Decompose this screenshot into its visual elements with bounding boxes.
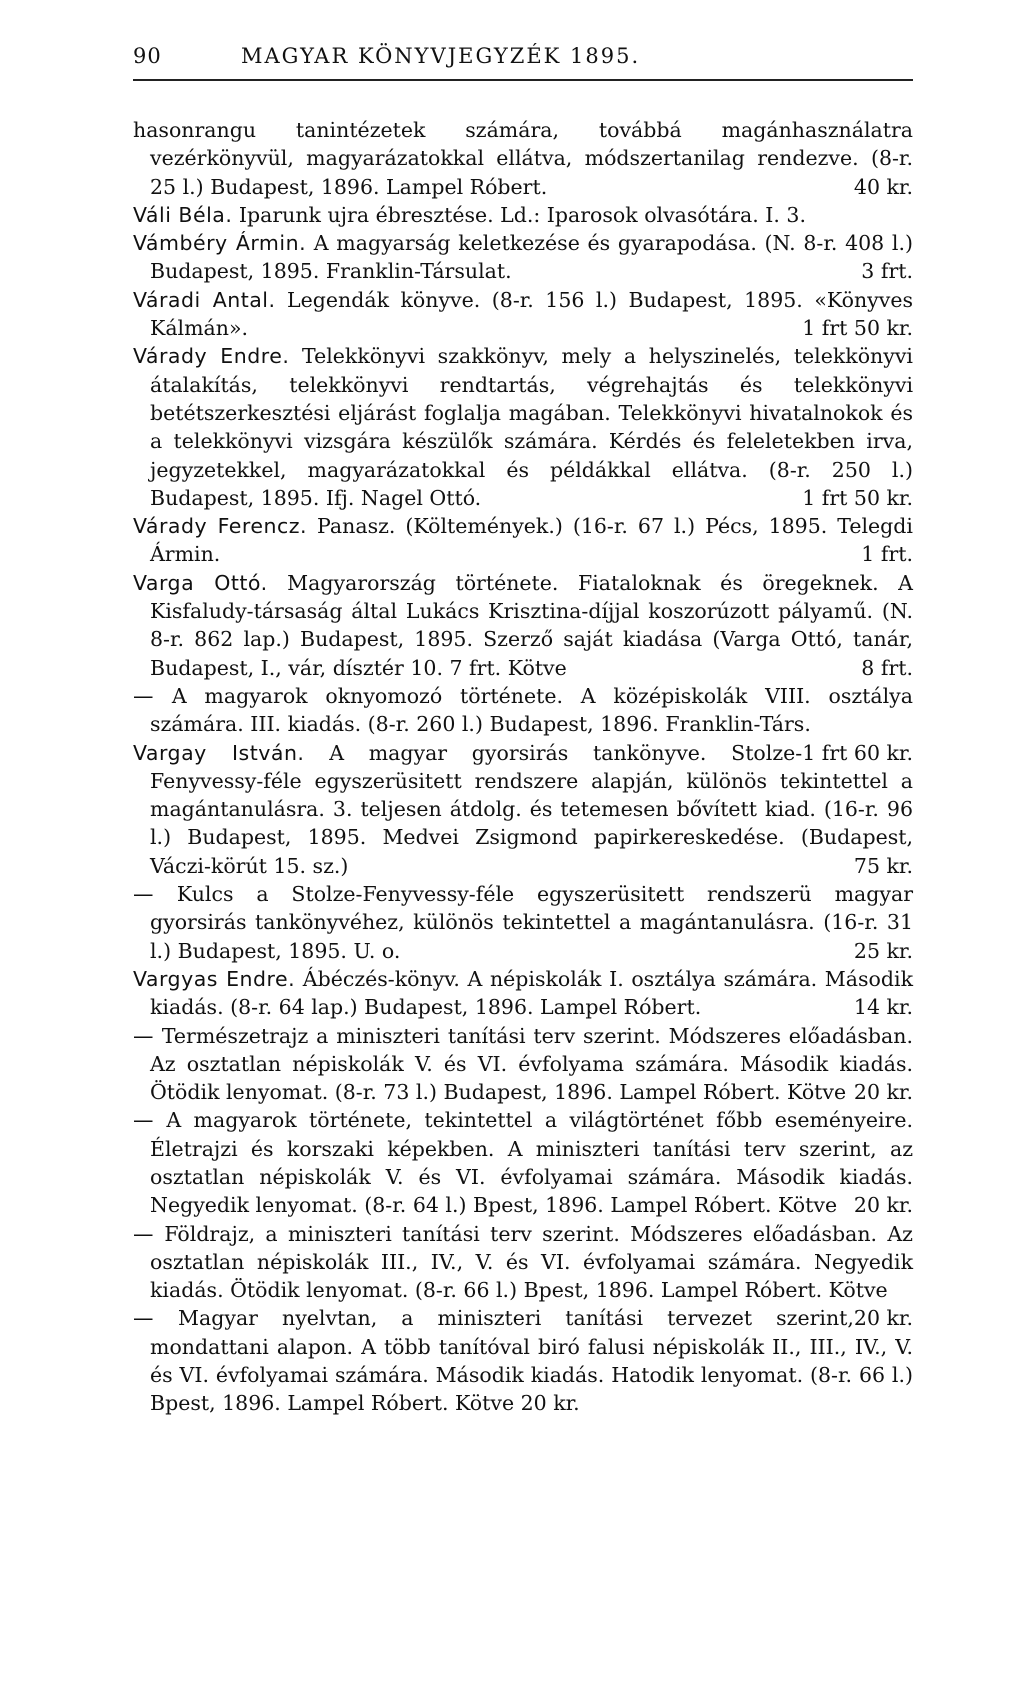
entry-author: Vámbéry Ármin. (133, 231, 307, 256)
entry-price: 3 frt. (861, 259, 913, 284)
entry-price: 40 kr. (853, 174, 913, 199)
document-page (133, 38, 913, 1416)
entry-text: A magyarok története, tekintettel a világtörténet főbb eseményeire. Életrajzi és korszaki képekben. A miniszteri tanítási terv szerint, az osztatlan népiskolák V. és VI. évfolyamai számára. Második kiadás. Negyedik lenyomat. (8-r. 64 l.) Bpest, 1896. Lampel Róbert. Kötve (150, 1108, 913, 1218)
bibliography-entry (133, 965, 913, 1022)
entry-text: hasonrangu tanintézetek számára, továbbá magánhasználatra vezérkönyvül, magyarázatokkal ellátva, módszertanilag rendezve. (8-r. 25 l.) Budapest, 1896. Lampel Róbert. (133, 118, 913, 199)
entry-author: — (133, 1108, 154, 1133)
entry-author: Várady Ferencz. (133, 514, 308, 539)
bibliography-entry (133, 569, 913, 682)
entry-price: 14 kr. (853, 995, 913, 1020)
bibliography-entry (133, 880, 913, 965)
entry-price: 1 frt 50 kr. (802, 316, 913, 341)
bibliography-entry (133, 1220, 913, 1331)
entry-author: Varga Ottó. (133, 570, 268, 595)
entry-text: A magyar gyorsirás tankönyve. Stolze-Fenyvessy-féle egyszerüsitett rendszere alapján, különös tekintettel a magántanulásra. 3. teljesen átdolg. és tetemesen bővített kiad. (16-r. 96 l.) Budapest, 1895. Medvei Zsigmond papirkereskedése. (Budapest, Váczi-körút 15. sz.) (150, 740, 913, 878)
bibliography-list (133, 116, 913, 1418)
bibliography-entry (133, 116, 913, 201)
entry-author: — (133, 882, 154, 907)
entry-author: Vargyas Endre. (133, 966, 296, 991)
bibliography-entry (133, 201, 913, 229)
entry-price: 1 frt. (861, 542, 913, 567)
header-rule (133, 79, 913, 81)
entry-text: Iparunk ujra ébresztése. Ld.: Iparosok olvasótára. I. 3. (238, 202, 806, 227)
entry-author: — (133, 1306, 154, 1331)
entry-price: 1 frt 60 kr. (802, 740, 913, 765)
entry-price: 8 frt. (861, 655, 913, 680)
entry-author: Vargay István. (133, 740, 305, 765)
entry-text: Legendák könyve. (8-r. 156 l.) Budapest, 1895. «Könyves Kálmán». (150, 287, 913, 341)
entry-text: Kulcs a Stolze-Fenyvessy-féle egyszerüsitett rendszerü magyar gyorsirás tankönyvéhez, különös tekintettel a magántanulásra. (16-r. 31 l.) Budapest, 1895. U. o. (150, 882, 913, 963)
page-number: 90 (133, 44, 162, 68)
bibliography-entry (133, 512, 913, 569)
entry-text: Ábéczés-könyv. A népiskolák I. osztálya számára. Második kiadás. (8-r. 64 lap.) Budapest, 1896. Lampel Róbert. (150, 966, 913, 1020)
entry-price: 20 kr. (853, 1306, 913, 1331)
entry-text: A magyarság keletkezése és gyarapodása. (N. 8-r. 408 l.) Budapest, 1895. Franklin-Társulat. (150, 231, 913, 284)
entry-text: Magyarország története. Fiataloknak és öregeknek. A Kisfaludy-társaság által Lukács Krisztina-díjjal koszorúzott pályamű. (N. 8-r. 862 lap.) Budapest, 1895. Szerző saját kiadása (Varga Ottó, tanár, Budapest, I., vár, dísztér 10. 7 frt. Kötve (150, 570, 913, 680)
bibliography-entry (133, 286, 913, 343)
entry-text: Telekkönyvi szakkönyv, mely a helyszinelés, telekkönyvi átalakítás, telekkönyvi rendtartás, végrehajtás és telekkönyvi betétszerkesztési eljárást foglalja magában. Telekkönyvi hivatalnokok és a telekkönyvi vizsgára készülők számára. Kérdés és feleletekben irva, jegyzetekkel, magyarázatokkal és példákkal ellátva. (8-r. 250 l.) Budapest, 1895. Ifj. Nagel Ottó. (150, 344, 913, 510)
entry-text: Földrajz, a miniszteri tanítási terv szerint. Módszeres előadásban. Az osztatlan népiskolák III., IV., V. és VI. évfolyamai számára. Negyedik kiadás. Ötödik lenyomat. (8-r. 66 l.) Bpest, 1896. Lampel Róbert. Kötve (150, 1221, 913, 1303)
bibliography-entry (133, 1304, 913, 1417)
running-header (133, 38, 913, 72)
entry-price: 20 kr. (853, 1080, 913, 1105)
entry-price: 1 frt 50 kr. (802, 485, 913, 510)
entry-author: — (133, 683, 154, 708)
bibliography-entry (133, 229, 913, 286)
entry-text: Panasz. (Költemények.) (16-r. 67 l.) Pécs, 1895. Telegdi Ármin. (150, 514, 913, 567)
bibliography-entry (133, 739, 913, 880)
running-title: MAGYAR KÖNYVJEGYZÉK 1895. (241, 44, 641, 68)
entry-text: Természetrajz a miniszteri tanítási terv szerint. Módszeres előadásban. Az osztatlan népiskolák V. és VI. évfolyama számára. Második kiadás. Ötödik lenyomat. (8-r. 73 l.) Budapest, 1896. Lampel Róbert. Kötve (150, 1023, 913, 1105)
entry-author: Várady Endre. (133, 344, 290, 369)
entry-text: A magyarok oknyomozó története. A középiskolák VIII. osztálya számára. III. kiadás. (8-r. 260 l.) Budapest, 1896. Franklin-Társ. (150, 683, 913, 737)
entry-author: Váli Béla. (133, 202, 233, 227)
entry-text: Magyar nyelvtan, a miniszteri tanítási tervezet szerint, mondattani alapon. A több tanítóval biró falusi népiskolák II., III., IV., V. és VI. évfolyamai számára. Második kiadás. Hatodik lenyomat. (8-r. 66 l.) Bpest, 1896. Lampel Róbert. Kötve 20 kr. (150, 1306, 913, 1416)
entry-author: — (133, 1023, 154, 1048)
entry-author: Váradi Antal. (133, 287, 276, 312)
bibliography-entry (133, 1022, 913, 1107)
entry-price: 20 kr. (853, 1193, 913, 1218)
bibliography-entry (133, 1106, 913, 1219)
entry-price: 25 kr. (853, 938, 913, 963)
bibliography-entry (133, 342, 913, 512)
entry-author: — (133, 1221, 154, 1246)
entry-price: 75 kr. (853, 853, 913, 878)
